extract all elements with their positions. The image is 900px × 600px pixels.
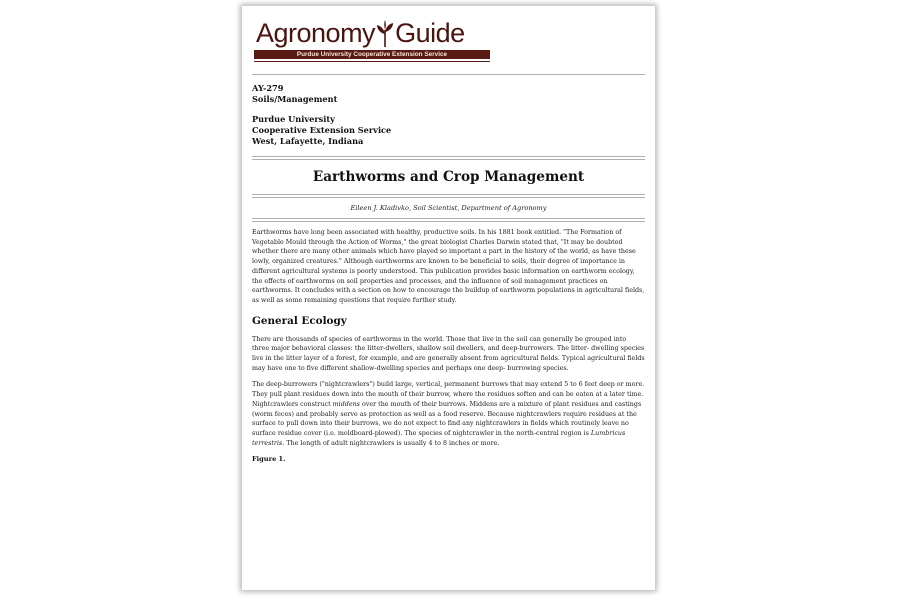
species-name: Lumbricus terrestris [252, 429, 626, 447]
paragraph-text: . The length of adult nightcrawlers is usually 4 to 8 inches or more. [282, 439, 500, 447]
banner-title [256, 16, 465, 50]
paragraph-text: The deep-burrowers ("nightcrawlers") build large, vertical, permanent burrows that may extend 5 to 6 feet deep or more. They pull plant residues down into the mouth of their burrow, where the residues soften and can be eaten at a later time. Nightcrawlers construct [252, 381, 645, 408]
divider [252, 218, 645, 219]
publisher-block [252, 114, 645, 147]
agronomy-guide-banner [252, 16, 492, 64]
page-content [252, 16, 645, 464]
publisher-service: Cooperative Extension Service [252, 125, 392, 135]
publication-code-block [252, 83, 645, 105]
paragraph-text: over the mouth of their burrows. Middens are a mixture of plant residues and castings (worm feces) and probably serve as protection as well as a food reserve. Because nightcrawlers require residues at the surface to pull down into their burrows, we do not expect to find any nightcrawlers in fields which routinely leave no surface residue cover (i.e. moldboard-plowed). The species of nightcrawler in the north-central region is [252, 400, 642, 437]
section-heading-general-ecology: General Ecology [252, 314, 347, 327]
banner-title-right: Guide [395, 18, 465, 48]
figure-label: Figure 1. [252, 455, 286, 464]
term-middens: middens [332, 400, 360, 408]
banner-subtitle: Purdue University Cooperative Extension Service [296, 51, 448, 58]
banner-subtitle-bar [254, 50, 490, 59]
divider [252, 156, 645, 157]
ecology-paragraph-1: There are thousands of species of earthworms in the world. Those that live in the soil can generally be grouped into three major behavioral classes: the litter-dwellers, shallow soil dwellers, and deep-burrowers. The litter- dwelling species live in the litter layer of a forest, for example, and are generally absent from agricultural fields. Typical agricultural fields may have one to five different shallow-dwelling species and perhaps one deep- burrowing species. [252, 335, 645, 372]
document-title: Earthworms and Crop Management [312, 169, 585, 185]
divider [252, 74, 645, 75]
author-line: Eileen J. Kladivko, Soil Scientist, Department of Agronomy [350, 204, 547, 212]
divider [252, 159, 645, 160]
ecology-paragraph-2 [252, 380, 645, 448]
publication-category: Soils/Management [252, 94, 338, 104]
publication-code: AY-279 [252, 83, 284, 93]
banner-title-left: Agronomy [256, 18, 376, 48]
divider [252, 197, 645, 198]
intro-paragraph: Earthworms have long been associated with healthy, productive soils. In his 1881 book entitled. "The Formation of Vegetable Mould through the Action of Worms," the great biologist Charles Darwin stated that, "It may be doubted whether there are many other animals which have played so important a part in the history of the world, as have these lowly, organized creatures." Although earthworms are known to be beneficial to soils, their degree of importance in different agricultural systems is poorly understood. This publication provides basic information on earthworm ecology, the effects of earthworms on soil properties and processes, and the influence of soil management practices on earthworms. It concludes with a section on how to encourage the buildup of earthworm populations in agricultural fields, as well as some remaining questions that require further study. [252, 229, 645, 304]
publisher-university: Purdue University [252, 114, 335, 124]
plant-sprout-icon [376, 18, 394, 48]
divider [252, 194, 645, 195]
document-page [242, 6, 655, 590]
publisher-location: West, Lafayette, Indiana [252, 136, 364, 146]
banner-underline [254, 61, 490, 62]
divider [252, 221, 645, 222]
